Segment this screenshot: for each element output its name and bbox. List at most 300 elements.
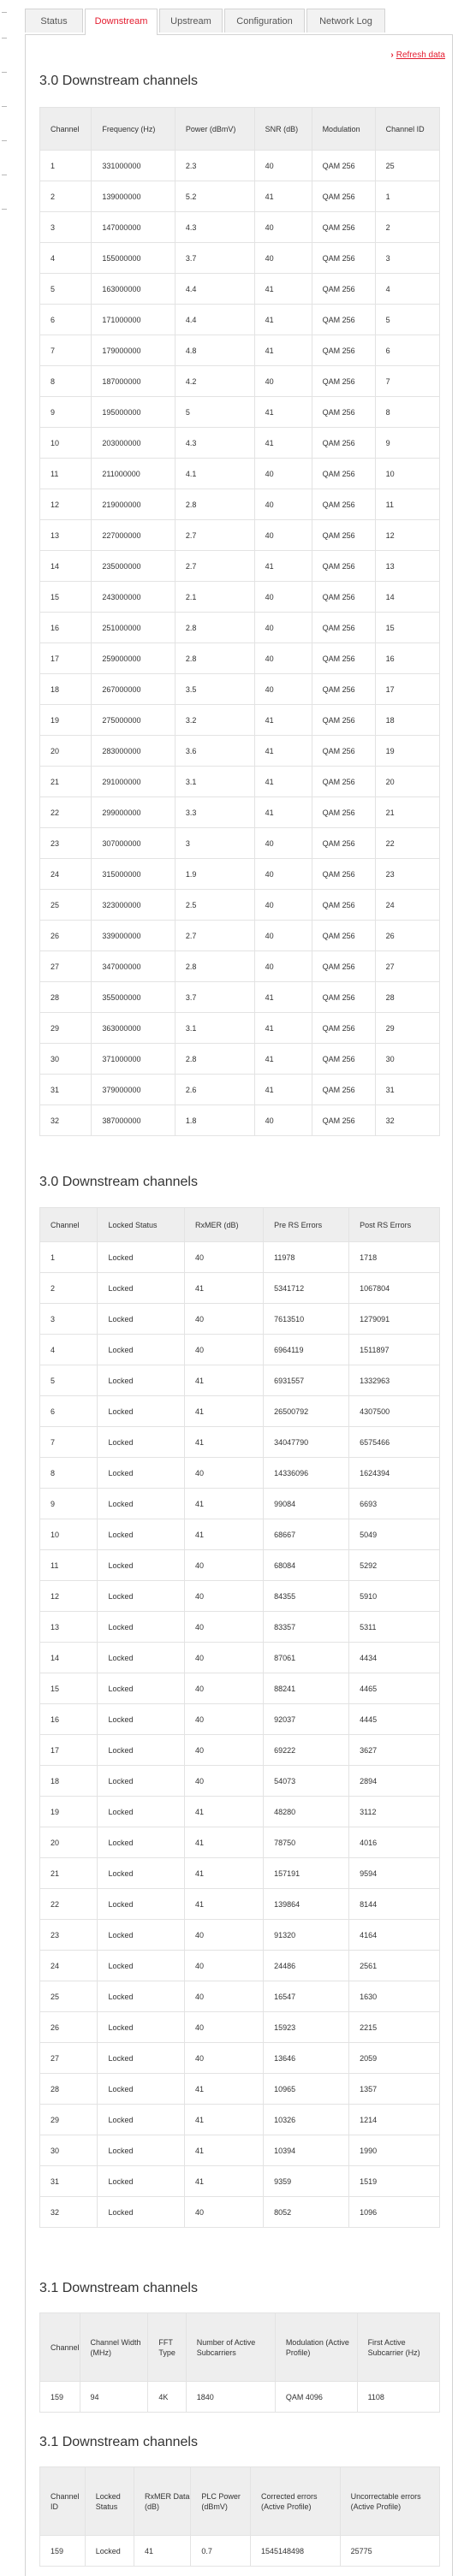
table-row bbox=[40, 1673, 440, 1704]
table-cell: 40 bbox=[185, 1612, 264, 1643]
table-cell: 387000000 bbox=[92, 1105, 175, 1136]
table-cell: 29 bbox=[40, 1013, 92, 1044]
table-cell: 4164 bbox=[349, 1920, 440, 1951]
table-cell: 41 bbox=[254, 797, 312, 828]
table-cell: Locked bbox=[98, 1612, 185, 1643]
table-cell: 139000000 bbox=[92, 181, 175, 212]
table-header-row bbox=[40, 108, 440, 151]
table-cell: 54073 bbox=[264, 1766, 349, 1797]
table-row bbox=[40, 797, 440, 828]
table-cell: 3.2 bbox=[175, 705, 254, 736]
table-cell: 1357 bbox=[349, 2074, 440, 2105]
table-cell: 1718 bbox=[349, 1242, 440, 1273]
refresh-data-link[interactable] bbox=[390, 50, 445, 60]
table-cell: 20 bbox=[375, 767, 439, 797]
table-cell: 2561 bbox=[349, 1951, 440, 1981]
table-cell: Locked bbox=[98, 1981, 185, 2012]
table-cell: 21 bbox=[40, 1858, 98, 1889]
table-cell: 40 bbox=[185, 1673, 264, 1704]
table-row bbox=[40, 613, 440, 643]
table-cell: 27 bbox=[375, 951, 439, 982]
table-cell: 259000000 bbox=[92, 643, 175, 674]
table-cell: Locked bbox=[98, 1427, 185, 1458]
tab-downstream[interactable]: Downstream bbox=[85, 9, 158, 35]
table-cell: 2.8 bbox=[175, 489, 254, 520]
table-row bbox=[40, 674, 440, 705]
table-cell: 3.3 bbox=[175, 797, 254, 828]
table-cell: Locked bbox=[98, 1489, 185, 1519]
table-cell: 147000000 bbox=[92, 212, 175, 243]
table-cell: 23 bbox=[40, 828, 92, 859]
table-cell: QAM 256 bbox=[312, 397, 375, 428]
table-row bbox=[40, 705, 440, 736]
table-cell: QAM 256 bbox=[312, 274, 375, 305]
table-cell: 28 bbox=[40, 2074, 98, 2105]
table-row bbox=[40, 2135, 440, 2166]
table-cell: Locked bbox=[98, 1858, 185, 1889]
table-cell: 10 bbox=[40, 1519, 98, 1550]
table-cell: 18 bbox=[40, 674, 92, 705]
table-row bbox=[40, 397, 440, 428]
table-cell: 5 bbox=[40, 1365, 98, 1396]
table-cell: 41 bbox=[254, 705, 312, 736]
table-cell: 5910 bbox=[349, 1581, 440, 1612]
table-cell: 14 bbox=[40, 551, 92, 582]
table-cell: 2894 bbox=[349, 1766, 440, 1797]
table-cell: Locked bbox=[98, 1643, 185, 1673]
table-cell: QAM 256 bbox=[312, 428, 375, 459]
table-cell: QAM 256 bbox=[312, 674, 375, 705]
table-cell: 1519 bbox=[349, 2166, 440, 2197]
tab-status[interactable]: Status bbox=[25, 9, 83, 33]
table-cell: QAM 256 bbox=[312, 489, 375, 520]
table-cell: 6575466 bbox=[349, 1427, 440, 1458]
table-cell: QAM 256 bbox=[312, 643, 375, 674]
table-cell: 159 bbox=[40, 2536, 86, 2567]
table-cell: Locked bbox=[98, 1581, 185, 1612]
table-cell: 10 bbox=[375, 459, 439, 489]
table-row bbox=[40, 1273, 440, 1304]
table-cell: 5.2 bbox=[175, 181, 254, 212]
table-cell: 16 bbox=[40, 1704, 98, 1735]
table-row bbox=[40, 951, 440, 982]
table-row bbox=[40, 459, 440, 489]
table-cell: 32 bbox=[375, 1105, 439, 1136]
table-cell: 16547 bbox=[264, 1981, 349, 2012]
table-cell: 8 bbox=[375, 397, 439, 428]
table-row bbox=[40, 2197, 440, 2228]
table-cell: 41 bbox=[254, 1075, 312, 1105]
table-row bbox=[40, 1612, 440, 1643]
table-cell: 28 bbox=[375, 982, 439, 1013]
table-cell: 3627 bbox=[349, 1735, 440, 1766]
table-cell: 31 bbox=[40, 2166, 98, 2197]
table-cell: 40 bbox=[185, 2197, 264, 2228]
table-cell: 87061 bbox=[264, 1643, 349, 1673]
table-row bbox=[40, 489, 440, 520]
table-row bbox=[40, 243, 440, 274]
table-cell: 41 bbox=[254, 736, 312, 767]
table-cell: 6 bbox=[40, 1396, 98, 1427]
table-cell: 139864 bbox=[264, 1889, 349, 1920]
table-row bbox=[40, 1304, 440, 1335]
table-cell: QAM 256 bbox=[312, 767, 375, 797]
table-cell: 69222 bbox=[264, 1735, 349, 1766]
table-cell: QAM 256 bbox=[312, 613, 375, 643]
table-cell: QAM 256 bbox=[312, 828, 375, 859]
downstream-31-error-table bbox=[39, 2466, 440, 2567]
table-cell: 40 bbox=[185, 1581, 264, 1612]
table-cell: 41 bbox=[254, 397, 312, 428]
table-cell: 22 bbox=[40, 797, 92, 828]
table-cell: 13646 bbox=[264, 2043, 349, 2074]
table-row bbox=[40, 2012, 440, 2043]
table-cell: 41 bbox=[254, 181, 312, 212]
table-cell: 1279091 bbox=[349, 1304, 440, 1335]
table-row bbox=[40, 1242, 440, 1273]
table-cell: 4465 bbox=[349, 1673, 440, 1704]
table-cell: 41 bbox=[254, 428, 312, 459]
table-cell: 159 bbox=[40, 2382, 80, 2413]
table-cell: 4307500 bbox=[349, 1396, 440, 1427]
table-cell: 40 bbox=[254, 366, 312, 397]
table-cell: 40 bbox=[185, 1242, 264, 1273]
table-cell: 163000000 bbox=[92, 274, 175, 305]
table-cell: 5 bbox=[40, 274, 92, 305]
table-row bbox=[40, 2382, 440, 2413]
table-cell: 211000000 bbox=[92, 459, 175, 489]
table-cell: 24486 bbox=[264, 1951, 349, 1981]
table-cell: 2.8 bbox=[175, 643, 254, 674]
table-cell: 30 bbox=[40, 1044, 92, 1075]
table-cell: Locked bbox=[98, 1365, 185, 1396]
table-cell: 10 bbox=[40, 428, 92, 459]
table-cell: QAM 256 bbox=[312, 797, 375, 828]
table-row bbox=[40, 643, 440, 674]
table-cell: 20 bbox=[40, 736, 92, 767]
table-cell: 40 bbox=[254, 859, 312, 890]
table-cell: 41 bbox=[185, 1519, 264, 1550]
table-cell: 41 bbox=[185, 1827, 264, 1858]
table-cell: 40 bbox=[185, 1550, 264, 1581]
table-cell: Locked bbox=[85, 2536, 134, 2567]
table-header-row bbox=[40, 1208, 440, 1242]
table-cell: 31 bbox=[375, 1075, 439, 1105]
column-header: RxMER Data (dB) bbox=[134, 2467, 191, 2536]
column-header: Post RS Errors bbox=[349, 1208, 440, 1242]
table-cell: 41 bbox=[134, 2536, 191, 2567]
table-cell: 16 bbox=[40, 613, 92, 643]
table-cell: 41 bbox=[185, 1797, 264, 1827]
tab-upstream[interactable]: Upstream bbox=[159, 9, 223, 33]
table-cell: 25775 bbox=[340, 2536, 439, 2567]
tab-network-log[interactable]: Network Log bbox=[306, 9, 385, 33]
section-title-downstream-30-b: 3.0 Downstream channels bbox=[39, 1175, 198, 1189]
table-cell: 15923 bbox=[264, 2012, 349, 2043]
table-row bbox=[40, 1044, 440, 1075]
section-title-downstream-30-a: 3.0 Downstream channels bbox=[39, 74, 198, 88]
table-cell: 41 bbox=[254, 274, 312, 305]
table-cell: 2.6 bbox=[175, 1075, 254, 1105]
table-cell: 2.8 bbox=[175, 951, 254, 982]
table-row bbox=[40, 1735, 440, 1766]
table-row bbox=[40, 1951, 440, 1981]
table-cell: 2.8 bbox=[175, 613, 254, 643]
table-cell: 48280 bbox=[264, 1797, 349, 1827]
table-cell: 40 bbox=[254, 643, 312, 674]
table-cell: QAM 256 bbox=[312, 459, 375, 489]
table-cell: 3 bbox=[40, 1304, 98, 1335]
table-cell: 2.3 bbox=[175, 151, 254, 181]
table-cell: 40 bbox=[185, 1920, 264, 1951]
table-cell: 2.1 bbox=[175, 582, 254, 613]
table-cell: 4 bbox=[40, 1335, 98, 1365]
table-cell: 25 bbox=[40, 1981, 98, 2012]
table-cell: 227000000 bbox=[92, 520, 175, 551]
table-cell: 40 bbox=[254, 921, 312, 951]
table-cell: 10326 bbox=[264, 2105, 349, 2135]
table-cell: 2.5 bbox=[175, 890, 254, 921]
table-cell: 41 bbox=[185, 2074, 264, 2105]
table-cell: 28 bbox=[40, 982, 92, 1013]
table-cell: 14 bbox=[40, 1643, 98, 1673]
table-row bbox=[40, 921, 440, 951]
table-cell: 5292 bbox=[349, 1550, 440, 1581]
table-cell: 1214 bbox=[349, 2105, 440, 2135]
table-cell: 83357 bbox=[264, 1612, 349, 1643]
table-cell: 371000000 bbox=[92, 1044, 175, 1075]
table-cell: 41 bbox=[254, 767, 312, 797]
table-cell: Locked bbox=[98, 2043, 185, 2074]
column-header: Channel ID bbox=[40, 2467, 86, 2536]
column-header: Frequency (Hz) bbox=[92, 108, 175, 151]
table-cell: 203000000 bbox=[92, 428, 175, 459]
table-cell: 4434 bbox=[349, 1643, 440, 1673]
column-header: Uncorrectable errors (Active Profile) bbox=[340, 2467, 439, 2536]
table-cell: 9 bbox=[40, 1489, 98, 1519]
table-cell: 347000000 bbox=[92, 951, 175, 982]
table-cell: QAM 256 bbox=[312, 1075, 375, 1105]
table-cell: QAM 256 bbox=[312, 551, 375, 582]
column-header: First Active Subcarrier (Hz) bbox=[357, 2313, 439, 2382]
table-cell: 3.1 bbox=[175, 767, 254, 797]
table-cell: QAM 256 bbox=[312, 212, 375, 243]
table-cell: 11 bbox=[375, 489, 439, 520]
table-cell: 3.6 bbox=[175, 736, 254, 767]
table-cell: 40 bbox=[254, 459, 312, 489]
table-cell: QAM 256 bbox=[312, 366, 375, 397]
table-cell: 5049 bbox=[349, 1519, 440, 1550]
table-cell: 25 bbox=[375, 151, 439, 181]
table-cell: 4 bbox=[375, 274, 439, 305]
table-cell: 40 bbox=[185, 1643, 264, 1673]
table-cell: 41 bbox=[185, 2105, 264, 2135]
table-cell: 88241 bbox=[264, 1673, 349, 1704]
table-cell: 41 bbox=[254, 305, 312, 335]
table-cell: 24 bbox=[40, 859, 92, 890]
column-header: SNR (dB) bbox=[254, 108, 312, 151]
table-cell: 9594 bbox=[349, 1858, 440, 1889]
column-header: Pre RS Errors bbox=[264, 1208, 349, 1242]
table-cell: 315000000 bbox=[92, 859, 175, 890]
table-row bbox=[40, 1858, 440, 1889]
table-cell: 26 bbox=[40, 2012, 98, 2043]
column-header: Number of Active Subcarriers bbox=[186, 2313, 275, 2382]
column-header: PLC Power (dBmV) bbox=[191, 2467, 251, 2536]
table-cell: 68084 bbox=[264, 1550, 349, 1581]
table-row bbox=[40, 181, 440, 212]
table-cell: 32 bbox=[40, 2197, 98, 2228]
table-cell: 4.4 bbox=[175, 274, 254, 305]
table-cell: Locked bbox=[98, 1273, 185, 1304]
table-row bbox=[40, 1581, 440, 1612]
table-cell: 1.8 bbox=[175, 1105, 254, 1136]
table-cell: 27 bbox=[40, 2043, 98, 2074]
table-cell: 27 bbox=[40, 951, 92, 982]
table-cell: Locked bbox=[98, 1550, 185, 1581]
table-cell: Locked bbox=[98, 2012, 185, 2043]
table-cell: 34047790 bbox=[264, 1427, 349, 1458]
table-row bbox=[40, 1797, 440, 1827]
table-cell: 1840 bbox=[186, 2382, 275, 2413]
table-cell: 0.7 bbox=[191, 2536, 251, 2567]
table-cell: 11 bbox=[40, 1550, 98, 1581]
table-cell: 40 bbox=[185, 1458, 264, 1489]
table-cell: 17 bbox=[40, 643, 92, 674]
table-cell: QAM 256 bbox=[312, 705, 375, 736]
table-cell: 15 bbox=[40, 582, 92, 613]
column-header: RxMER (dB) bbox=[185, 1208, 264, 1242]
table-cell: 40 bbox=[254, 151, 312, 181]
table-cell: 20 bbox=[40, 1827, 98, 1858]
table-cell: 40 bbox=[254, 890, 312, 921]
table-cell: 4K bbox=[148, 2382, 186, 2413]
table-row bbox=[40, 1981, 440, 2012]
downstream-30-signal-table bbox=[39, 107, 440, 1136]
table-row bbox=[40, 2536, 440, 2567]
table-cell: 4.8 bbox=[175, 335, 254, 366]
table-cell: 235000000 bbox=[92, 551, 175, 582]
table-cell: 291000000 bbox=[92, 767, 175, 797]
table-cell: 379000000 bbox=[92, 1075, 175, 1105]
table-cell: Locked bbox=[98, 1889, 185, 1920]
downstream-panel bbox=[25, 35, 453, 2576]
table-cell: 7 bbox=[40, 1427, 98, 1458]
table-cell: 14 bbox=[375, 582, 439, 613]
table-cell: 21 bbox=[40, 767, 92, 797]
table-row bbox=[40, 736, 440, 767]
table-cell: QAM 256 bbox=[312, 951, 375, 982]
table-cell: 1332963 bbox=[349, 1365, 440, 1396]
table-cell: 1 bbox=[40, 1242, 98, 1273]
table-cell: 40 bbox=[254, 828, 312, 859]
table-row bbox=[40, 1396, 440, 1427]
table-cell: 40 bbox=[254, 489, 312, 520]
chevron-right-icon: › bbox=[390, 50, 394, 60]
table-cell: 6693 bbox=[349, 1489, 440, 1519]
table-cell: 30 bbox=[375, 1044, 439, 1075]
table-cell: 41 bbox=[185, 1858, 264, 1889]
table-cell: 355000000 bbox=[92, 982, 175, 1013]
table-cell: 2 bbox=[40, 1273, 98, 1304]
table-cell: 4.2 bbox=[175, 366, 254, 397]
table-cell: 299000000 bbox=[92, 797, 175, 828]
table-cell: 94 bbox=[80, 2382, 148, 2413]
table-cell: 1 bbox=[40, 151, 92, 181]
table-row bbox=[40, 335, 440, 366]
table-cell: 331000000 bbox=[92, 151, 175, 181]
table-cell: Locked bbox=[98, 1735, 185, 1766]
table-row bbox=[40, 1335, 440, 1365]
table-cell: 243000000 bbox=[92, 582, 175, 613]
table-cell: Locked bbox=[98, 1673, 185, 1704]
table-cell: QAM 256 bbox=[312, 921, 375, 951]
table-cell: QAM 256 bbox=[312, 151, 375, 181]
table-cell: Locked bbox=[98, 1951, 185, 1981]
table-cell: 10394 bbox=[264, 2135, 349, 2166]
table-cell: 41 bbox=[185, 2166, 264, 2197]
table-row bbox=[40, 1489, 440, 1519]
table-row bbox=[40, 274, 440, 305]
table-cell: 41 bbox=[185, 1889, 264, 1920]
column-header: FFT Type bbox=[148, 2313, 186, 2382]
table-cell: QAM 256 bbox=[312, 890, 375, 921]
table-cell: 40 bbox=[254, 613, 312, 643]
table-cell: 12 bbox=[40, 1581, 98, 1612]
table-cell: 2.7 bbox=[175, 520, 254, 551]
table-cell: 40 bbox=[254, 243, 312, 274]
table-cell: 3.5 bbox=[175, 674, 254, 705]
table-cell: 14336096 bbox=[264, 1458, 349, 1489]
table-cell: Locked bbox=[98, 1519, 185, 1550]
table-cell: 155000000 bbox=[92, 243, 175, 274]
table-cell: 1.9 bbox=[175, 859, 254, 890]
table-cell: 2215 bbox=[349, 2012, 440, 2043]
table-cell: 5 bbox=[375, 305, 439, 335]
table-cell: 157191 bbox=[264, 1858, 349, 1889]
table-cell: 40 bbox=[185, 1735, 264, 1766]
table-row bbox=[40, 366, 440, 397]
column-header: Channel ID bbox=[375, 108, 439, 151]
table-cell: 40 bbox=[185, 1951, 264, 1981]
table-cell: 84355 bbox=[264, 1581, 349, 1612]
table-cell: 6964119 bbox=[264, 1335, 349, 1365]
router-status-page bbox=[25, 0, 453, 2555]
table-cell: 32 bbox=[40, 1105, 92, 1136]
tab-configuration[interactable]: Configuration bbox=[224, 9, 305, 33]
table-cell: 3 bbox=[175, 828, 254, 859]
table-cell: Locked bbox=[98, 1704, 185, 1735]
column-header: Channel bbox=[40, 108, 92, 151]
table-cell: 283000000 bbox=[92, 736, 175, 767]
table-cell: 3.7 bbox=[175, 243, 254, 274]
table-cell: QAM 256 bbox=[312, 859, 375, 890]
table-cell: 13 bbox=[375, 551, 439, 582]
table-cell: 4.3 bbox=[175, 428, 254, 459]
table-row bbox=[40, 305, 440, 335]
table-cell: 17 bbox=[40, 1735, 98, 1766]
table-cell: 40 bbox=[185, 2012, 264, 2043]
table-cell: 1545148498 bbox=[250, 2536, 340, 2567]
table-cell: 3 bbox=[375, 243, 439, 274]
table-cell: 3.7 bbox=[175, 982, 254, 1013]
table-cell: 23 bbox=[375, 859, 439, 890]
table-cell: 4.1 bbox=[175, 459, 254, 489]
table-cell: 41 bbox=[185, 1273, 264, 1304]
section-title-downstream-31-a: 3.1 Downstream channels bbox=[39, 2281, 198, 2295]
column-header: Modulation (Active Profile) bbox=[275, 2313, 357, 2382]
table-cell: 11 bbox=[40, 459, 92, 489]
